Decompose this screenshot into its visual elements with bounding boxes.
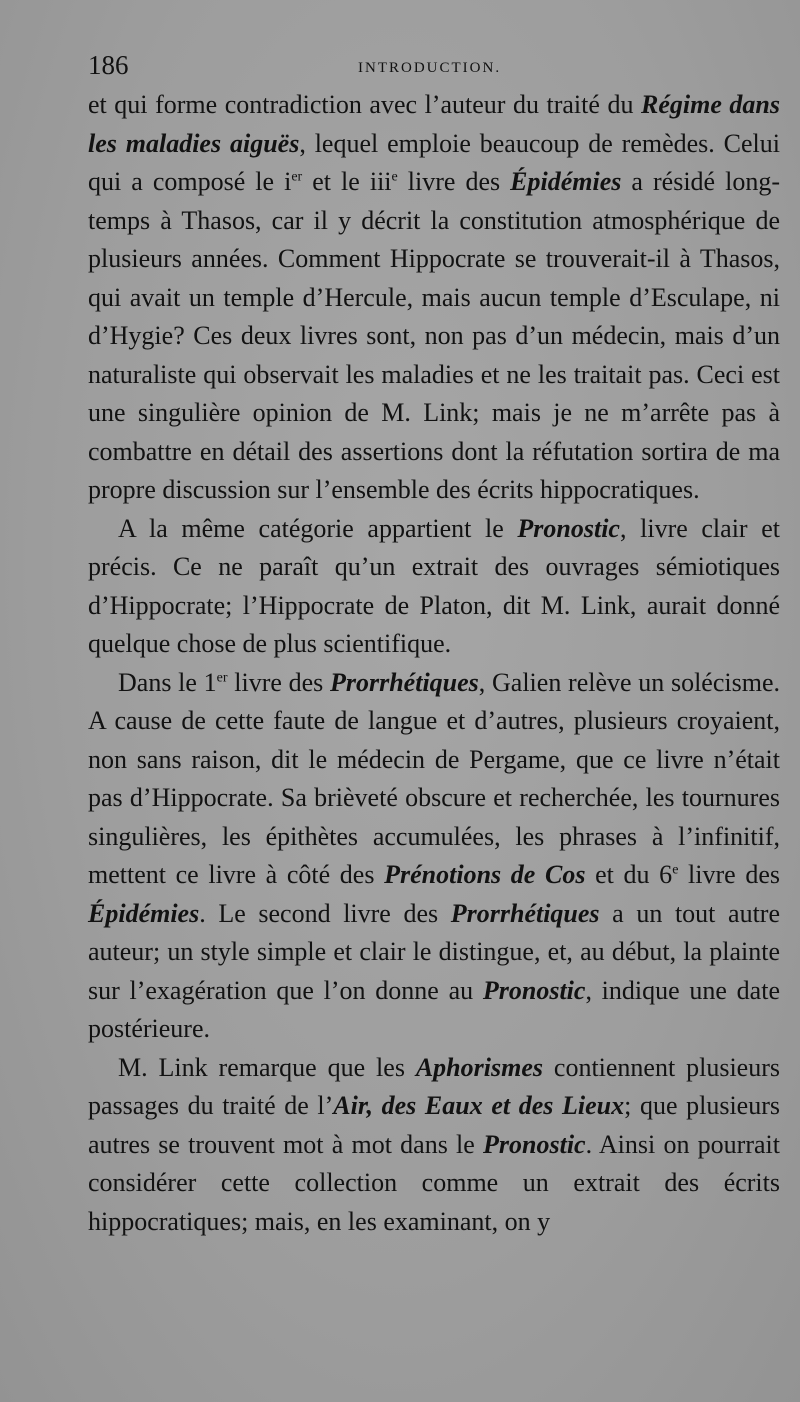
body-text <box>88 86 780 1241</box>
page-header <box>88 48 778 88</box>
text-run: a résidé long-temps à Thasos, car il y décrit la constitution atmosphérique de plusieurs années. Comment Hippocrate se trouverait-il à Thasos, qui avait un temple d’Hercule, mais aucun temple d’Esculape, ni d’Hygie? Ces deux livres sont, non pas d’un médecin, mais d’un naturaliste qui observait les maladies et ne les traitait pas. Ceci est une singulière opinion de M. Link; mais je ne m’arrête pas à combattre en détail des assertions dont la réfutation sortira de ma propre discussion sur l’ensemble des écrits hippocratiques. <box>88 167 780 504</box>
italic-title: Aphorismes <box>415 1052 543 1082</box>
italic-title: Régime dans les maladies aiguës <box>88 90 780 158</box>
text-run: et qui forme contradiction avec l’auteur du traité du <box>88 90 641 119</box>
text-run: M. Link remarque que les <box>118 1052 416 1082</box>
paragraph-p1 <box>88 86 780 510</box>
italic-title: Épidémies <box>88 898 200 928</box>
italic-title: Épidémies <box>510 167 622 196</box>
italic-title: Prénotions de Cos <box>384 860 586 889</box>
text-run: Dans le 1 <box>118 667 217 697</box>
italic-title: Pronostic <box>482 975 586 1005</box>
text-run: , indique une date postérieure. <box>88 975 780 1043</box>
superscript: e <box>391 169 398 185</box>
italic-title: Air, des Eaux et des Lieux <box>333 1091 625 1120</box>
text-run: a un tout autre auteur; un style simple et clair le distingue, et, au début, la plainte sur l’exagération que l’on donne au <box>88 898 780 1005</box>
text-run: A la même catégorie appartient le <box>118 513 518 543</box>
text-run: i <box>284 167 292 196</box>
italic-title: Prorrhétiques <box>450 898 600 928</box>
text-run: , livre clair et précis. Ce ne paraît qu’un extrait des ouvrages sémiotiques d’Hippocrate; l’Hippocrate de Platon, dit M. Link, aurait donné quelque chose de plus scientifique. <box>88 513 780 658</box>
text-run: contiennent plusieurs passages du traité de l’ <box>88 1052 780 1120</box>
paragraph-p2 <box>88 510 780 664</box>
superscript: er <box>216 669 228 685</box>
paragraph-p4 <box>88 1049 780 1242</box>
superscript: er <box>291 169 303 185</box>
running-title: INTRODUCTION. <box>358 60 502 76</box>
text-run: , lequel emploie beaucoup de remèdes. Celui qui a composé le <box>88 128 781 196</box>
text-run: iii <box>369 167 392 196</box>
text-run: . Le second livre des <box>199 898 451 928</box>
text-run: livre des <box>678 860 781 889</box>
text-run: et le <box>302 167 370 196</box>
italic-title: Pronostic <box>517 513 620 543</box>
italic-title: Prorrhétiques <box>329 667 479 697</box>
paragraph-p3 <box>88 664 780 1049</box>
italic-title: Pronostic <box>483 1129 586 1159</box>
text-run: et du 6 <box>585 860 673 889</box>
text-run: , Galien relève un solécisme. A cause de cette faute de langue et d’autres, plusieurs croyaient, non sans raison, dit le médecin de Pergame, que ce livre n’était pas d’Hippocrate. Sa brièveté obscure et recherchée, les tournures singulières, les épithètes accumulées, les phrases à l’infinitif, mettent ce livre à côté des <box>88 667 780 889</box>
text-run: livre des <box>397 167 511 196</box>
text-run: . Ainsi on pourrait considérer cette collection comme un extrait des écrits hippocratiques; mais, en les examinant, on y <box>88 1129 780 1236</box>
superscript: e <box>672 862 679 878</box>
page-number: 186 <box>88 50 129 80</box>
text-run: ; que plusieurs autres se trouvent mot à mot dans le <box>88 1091 780 1159</box>
text-run: livre des <box>227 667 330 697</box>
